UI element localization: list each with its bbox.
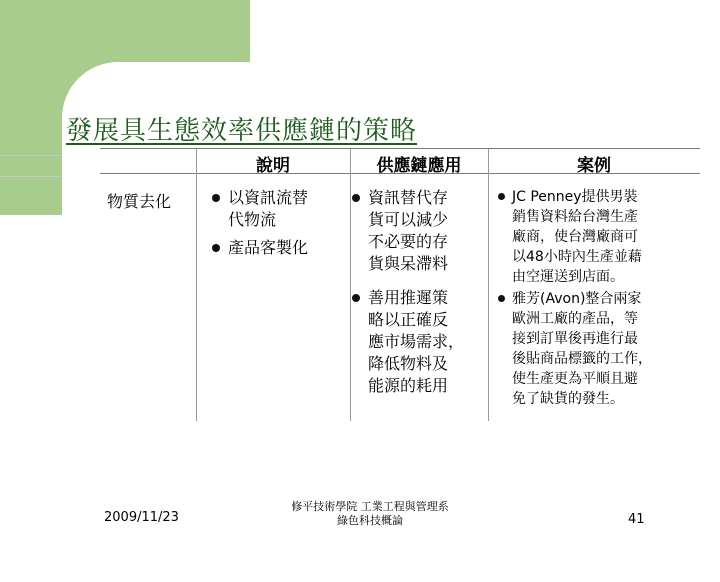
column-header-explanation: 說明 (256, 156, 290, 176)
bullet-icon (212, 244, 220, 252)
bullet-icon (352, 194, 360, 202)
bullet-icon (498, 193, 505, 200)
footer-center (270, 500, 470, 528)
bullet-icon (352, 294, 360, 302)
column-header-application: 供應鏈應用 (376, 156, 462, 176)
slide-title: 發展具生態效率供應鏈的策略 (66, 116, 418, 146)
column-divider (350, 149, 351, 421)
application-bullet (352, 287, 486, 397)
column-divider (488, 149, 489, 421)
case-bullet (498, 187, 698, 287)
bullet-text: 資訊替代存 貨可以減少 不必要的存 貨與呆滯料 (368, 188, 449, 273)
explanation-bullet (212, 187, 348, 231)
bullet-text: 以資訊流替 代物流 (228, 188, 309, 229)
footer-school: 修平技術學院 工業工程與管理系 (291, 500, 449, 513)
bullet-text: 善用推遲策 略以正確反 應市場需求， 降低物料及 能源的耗用 (368, 288, 465, 395)
case-bullet (498, 289, 698, 409)
bullet-text: JC Penney提供男裝 銷售資料給台灣生產 廠商，使台灣廠商可 以48小時內生產並藉 由空運送到店面。 (512, 189, 642, 285)
row-header: 物質去化 (107, 192, 172, 211)
bullet-text: 雅芳(Avon)整合兩家 歐洲工廠的產品，等 接到訂單後再進行最 後貼商品標籤的工作， 使生產更為平順且避 免了缺貨的發生。 (512, 291, 652, 407)
column-divider (196, 149, 197, 421)
bullet-icon (212, 194, 220, 202)
column-header-cases: 案例 (577, 156, 611, 176)
footer-course: 綠色科技概論 (337, 514, 403, 527)
bullet-text: 產品客製化 (228, 238, 309, 257)
page-number: 41 (628, 512, 645, 527)
bullet-icon (498, 295, 505, 302)
application-bullet (352, 187, 486, 275)
explanation-bullet (212, 237, 348, 259)
strategy-table (100, 148, 700, 421)
footer-date: 2009/11/23 (104, 510, 179, 525)
